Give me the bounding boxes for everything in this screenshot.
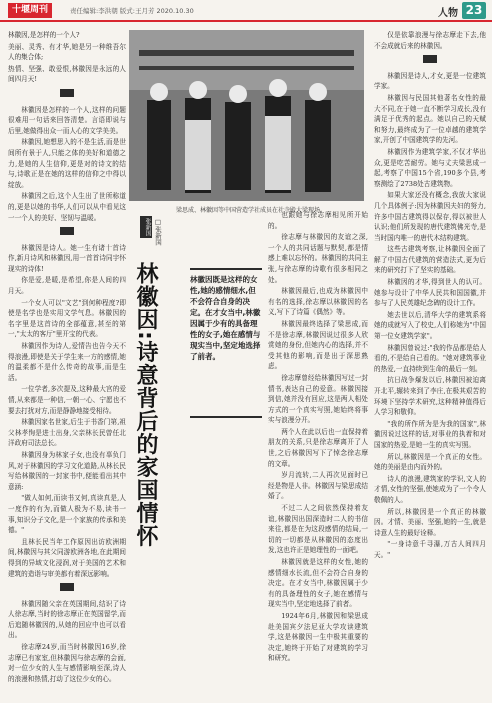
paragraph: 你是爱,是暖,是希望,你是人间的四月天。 [8,276,126,296]
paragraph: 林徽因身为林家子女,也没有辜负门风,对于林徽因的学习文化道路,从林长民写给林徽因的一封家书中,便能看出其中意涵: [8,450,126,491]
paragraph: 林徽因是诗人。她一生有诸十首诗作,新月诗风和林徽因,用一首首诗同宇怀现实的诗体! [8,243,126,273]
section-divider [374,55,486,67]
author-name: □张新国 [154,218,162,246]
paragraph: 林徽因就是这样的女性,她的感情细水长流,但不会符合自身的决定。在才女当中,林徽因属于少有的具备理性的女子,她在感情与现实当中,坚定地选择了前者。 [268,558,368,609]
paragraph: 林徽因家名世家,后生于书香门第,祖父林孝恂是进士出身,父亲林长民曾任北洋政府司法总长。 [8,418,126,448]
pull-quote: 林徽因既是这样的女性,她的感情细水,但不会符合自身的决定。在才女当中,林徽因属于少有的具备理性的女子,她在感情与现实当中,坚定地选择了前者。 [190,268,262,418]
paragraph: 林徽因的才华,得到世人的认可。她参与设计了中华人民共和国国徽,并参与了人民英雄纪念碑的设计工作。 [374,278,486,308]
divider-mark-icon [60,227,74,235]
text-column-middle [268,210,368,695]
section-divider [8,583,126,595]
section-title: 人物 [438,8,458,19]
headline-block [130,214,186,684]
paragraph: 林徽因,是怎样的一个人? [8,31,80,39]
section-divider [8,227,126,239]
paragraph: 徐志摩与林徽因的友谊之深,一个人的共同话题与默契,都是情感上难以忘怀的。林徽因的共同主张,与徐志摩的诗歌有很多相同之处。 [268,233,368,284]
paragraph: "做人如何,而读书又何,真读真是,人一度作的有为,而做人极为不易,读书一事,知识分子文化,是一个家族的传承和美德。" [8,494,126,535]
divider-mark-icon [60,583,74,591]
paragraph: 美丽、灵秀、有才华,她是另一种维吾尔人的集合体; [8,42,126,62]
paragraph: 抗日战争爆发以后,林徽因被迫离开北平,辗转来到了李庄,在极其艰苦的环境下坚持学术研究,这种精神值得后人学习和敬仰。 [374,376,486,417]
paragraph: 林徽因是诗人,才女,更是一位建筑学家。 [374,71,486,91]
paragraph: 且林长民当年工作原因出访欧洲期间,林徽因与其父同游欧洲各地,在此期间得到的异域文化浸润,对于美国的艺术和建筑的造诣与审美都有着深远影响。 [8,537,126,578]
paragraph: 岁月流转,二人再次见面时已经是物是人非。林徽因与梁思成结婚了。 [268,471,368,501]
paragraph: 一个女人可以"文艺"到何种程度?即使是名学也是实用文学气息。林徽因的名字里是这首诗的全部蕴意,甚至的第一,"太太的客厅"里开宝的代表。 [8,298,126,339]
paragraph: 一位学者,多次提及,这种最大宫的爱情,从来都是一种信,一朝一心、宁愿也不要去打扰对方,而是静静地接受相待。 [8,385,126,415]
paragraph: 林徽因作为诗人,爱情告也告今天不得浪漫,即使是关于学生来一方的感情,她的温柔都不是什么传奇的故事,而是生活。 [8,342,126,382]
editor-line: 责任编辑:李洪朝 版式:王月芳 2020.10.30 [70,7,194,15]
paragraph: 热情、坚强、敢爱恨,林徽因是永远的人间四月天! [8,64,126,84]
paragraph: 林徽因之后,这个人生出了世所称道的,更是以她的书华,人们可以从中看见这一一个人的美好、坚韧与温暖。 [8,192,126,222]
divider-mark-icon [423,55,437,63]
paragraph: 徐志摩曾经给林徽因写过一封情书,表达自己的爱意。林徽因接到信,她并没有回应,这是两人相处方式的一个真实写照,她始终将事实与浪漫分开。 [268,373,368,425]
paragraph: 林徽因随父亲在英国期间,结识了诗人徐志摩,当时的徐志摩正在英国留学,而后追随林徽因的,从她的回应中也可以看出。 [8,599,126,640]
paragraph: 不过二人之间依然保持着友谊,林徽因出国深造时二人的书信来往,都是在为这段感情的结局,一切的一切都是从林徽因的态度出发,这也许正是她理性的一面吧。 [268,504,368,555]
headline: 林徽因:诗意背后的家国情怀 [133,262,158,548]
paragraph: 诗人的浪漫,建筑家的学识,文人的才情,女性的坚强,使她成为了一个令人敬佩的人。 [374,474,486,504]
article-photo [129,30,364,201]
page-number: 23 [462,2,486,19]
brand-logo: 十堰周刊 [8,3,52,18]
paragraph: 林徽因是怎样的一个人,这样的问题很难用一句话来回答清楚。言语即说与后里,她做得出众一而人心的文学美美。 [8,105,126,135]
paragraph: 林徽因与民国其他著名女性的最大不同,在于她一直不断学习成长,没有满足于优秀的起点。她以自己的天赋和努力,最终成为了一位卓越的建筑学家,开创了中国建筑学的先河。 [374,93,486,145]
paragraph: "一身诗意千寻瀑,万古人间四月天。" [374,540,486,559]
paragraph: 所以,林徽因是一个真正的女性。她的美丽是由内而外的。 [374,452,486,472]
paragraph: 所以,林徽因是一个真正的林徽因。才情、美丽、坚强,她的一生,就是诗意人生的最好诠释。 [374,507,486,537]
paragraph: "我的所作所为是为我的国家",林徽因说过这样的话,对事业的执着和对国家的热爱,是她一生的真实写照。 [374,419,486,449]
author-badge: 张新国 [140,216,152,238]
divider-mark-icon [60,89,74,97]
paragraph: 徐志摩24岁,而当时林徽因16岁,徐志摩已有家室,但林徽因与徐志摩的会面,对一位少女的人生与感情影响至深,诗人的浪漫和热情,打动了这位少女的心。 [8,643,126,683]
paragraph: 也跟她与徐志摩相见所开始的。 [268,211,368,230]
group-photo-image [129,30,364,201]
paragraph: 林徽因作为建筑学家,不仅才华出众,更是吃苦耐劳。她与丈夫梁思成一起,考察了中国15个省,190多个县,考察测绘了2738处古建筑物。 [374,147,486,188]
paragraph: 林徽因曾说过:"我的作品都是给人看的,不是给自己看的。"她对建筑事业的热爱,一直持续到生命的最后一刻。 [374,343,486,373]
paragraph: 林徽因,她想思入的不是生活,而是世间所有景于人,只能之体的美好和道德之力,是她的人生信仰,更是对的诗文的结与,诗歌正是在她的这样的信仰之中得以绽放。 [8,138,126,189]
photo-caption: 梁思成、林徽因等中国营造学社成员在社寺殿大梁现场。 [176,207,327,214]
text-column-right [374,30,486,695]
paragraph: 林徽因最终选择了梁思成,而不是徐志摩,林徽因说过很多人欣赏她的身份,但她内心的选择,并不受其他的影响,而是出于深思熟虑。 [268,319,368,371]
paragraph: 仅是依靠浪漫与徐志摩走下去,他不会成就后来的林徽因。 [374,31,486,50]
paragraph: 1924年6月,林徽因和梁思成赴美国宾夕法尼亚大学攻读建筑学,这是林徽因一生中极其重要的决定,她终于开始了对建筑的学习和研究。 [268,611,368,663]
paragraph: 如果大家还没有概念,我放大家说几个具体例子:因为林徽因夫妇的努力,许多中国古建筑得以保存,得以被世人认识;他们所发现的唐代建筑佛光寺,是当时国内唯一的唐代木结构建筑。 [374,191,486,242]
paragraph: 她去世以后,清华大学的建筑系将她的成就写入了校史,人们称她为"中国第一位女建筑学家"。 [374,310,486,341]
section-divider [8,89,126,101]
masthead [0,0,492,22]
paragraph: 两个人在此以后也一直保持着朋友的关系,只是徐志摩离开了人世,之后林徽因写下了悼念徐志摩的文章。 [268,427,368,468]
paragraph: 林徽因最后,也成为林徽因中有名的选择,徐志摩以林徽因的名义,写下了诗篇《偶然》等。 [268,287,368,317]
text-column-left [8,30,126,695]
paragraph: 这些古建筑考察,让林徽因全面了解了中国古代建筑的营造法式,更为后来的研究打下了坚实的基础。 [374,245,486,275]
